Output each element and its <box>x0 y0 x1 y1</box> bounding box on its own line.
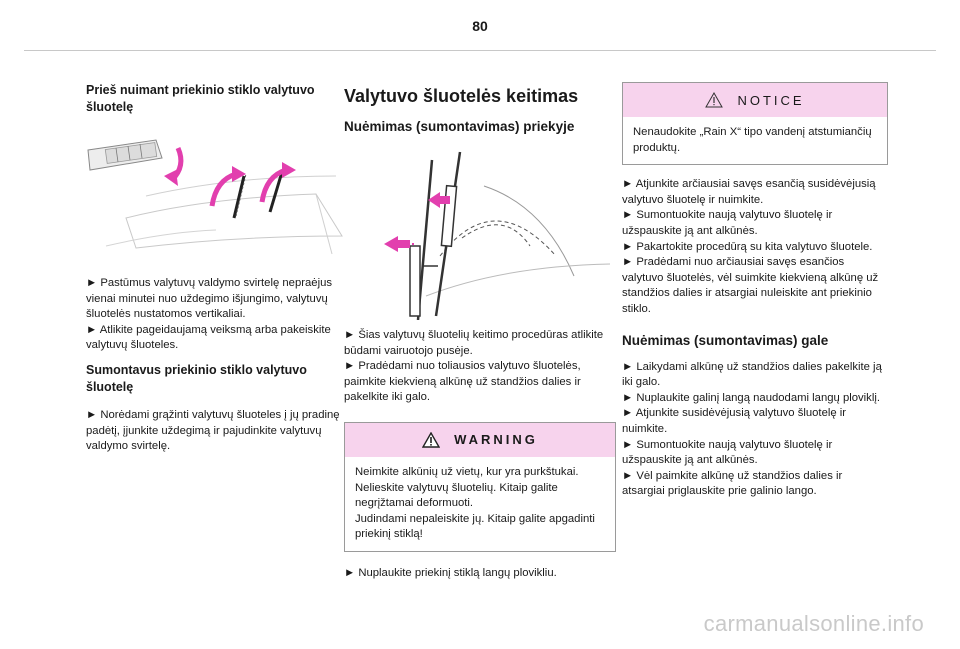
notice-body <box>623 117 887 164</box>
paragraph-wash-windscreen: ► Nuplaukite priekinį stiklą langų plovikliu. <box>344 566 557 579</box>
page-title: Valytuvo šluotelės keitimas <box>344 86 579 106</box>
list-item: ► Atjunkite susidėvėjusią valytuvo šluotelę ir nuimkite. <box>622 407 847 435</box>
column-left <box>86 82 344 455</box>
notice-text: Nenaudokite „Rain X“ tipo vandenį atstumiančių produktų. <box>633 126 872 154</box>
warning-box <box>344 422 616 552</box>
section-heading-before-removal: Prieš nuimant priekinio stiklo valytuvo šluotelę <box>86 83 315 114</box>
warning-body <box>345 457 615 551</box>
warning-line-1: Neimkite alkūnių už vietų, kur yra purkštukai. <box>355 465 579 478</box>
list-item: ► Sumontuokite naują valytuvo šluotelę ir užspauskite ją ant alkūnės. <box>622 209 833 237</box>
warning-header <box>345 423 615 457</box>
warning-triangle-icon <box>422 432 440 448</box>
list-item: ► Sumontuokite naują valytuvo šluotelę ir užspauskite ją ant alkūnės. <box>622 438 833 467</box>
paragraph-return-wipers: ► Norėdami grąžinti valytuvų šluoteles į jų pradinę padėtį, įjunkite uždegimą ir pajudinkite valytuvų valdymo svirtelę. <box>86 408 340 453</box>
column-right <box>622 82 888 500</box>
warning-triangle-icon <box>705 92 723 108</box>
list-item: ► Laikydami alkūnę už standžios dalies pakelkite ją iki galo. <box>622 360 882 389</box>
notice-header <box>623 83 887 117</box>
paragraph-perform-action: ► Atlikite pageidaujamą veiksmą arba pakeiskite valytuvų šluoteles. <box>86 323 331 352</box>
warning-line-2: Nelieskite valytuvų šluotelių. Kitaip galite negrįžtamai deformuoti. <box>355 481 558 510</box>
subsection-front-removal: Nuėmimas (sumontavimas) priekyje <box>344 119 575 134</box>
front-steps-list <box>622 177 888 317</box>
warning-line-3: Judindami nepaleiskite jų. Kitaip galite apgadinti priekinį stiklą! <box>355 512 595 541</box>
subsection-rear-removal: Nuėmimas (sumontavimas) gale <box>622 332 829 348</box>
list-item: ► Pradėdami nuo arčiausiai savęs esančios valytuvo šluotelės, vėl suimkite kiekvieną alkūnę už standžios dalies ir atsargiai nuleiskite ant priekinio stiklo. <box>622 256 879 315</box>
list-item: ► Atjunkite arčiausiai savęs esančią susidėvėjusią valytuvo šluotelę ir nuimkite. <box>622 178 876 206</box>
warning-title: WARNING <box>454 432 538 448</box>
section-heading-after-install: Sumontavus priekinio stiklo valytuvo šluotelę <box>86 362 307 394</box>
header-rule <box>24 50 936 51</box>
notice-box <box>622 82 888 165</box>
rear-steps-list <box>622 360 888 500</box>
notice-title: NOTICE <box>737 92 805 108</box>
watermark-text: carmanualsonline.info <box>703 611 924 636</box>
list-item: ► Vėl paimkite alkūnę už standžios dalies ir atsargiai priglauskite prie galinio lango. <box>622 469 843 498</box>
paragraph-driver-side: ► Šias valytuvų šluotelių keitimo procedūras atlikite būdami vairuotojo pusėje. <box>344 329 604 357</box>
windscreen-wipers-illustration <box>344 146 616 320</box>
paragraph-push-lever: ► Pastūmus valytuvų valdymo svirtelę nepraėjus vienai minutei nuo uždegimo išjungimo, valytuvų šluotelės nustatomos vertikaliai. <box>86 277 333 321</box>
page-number: 80 <box>472 18 488 34</box>
column-middle <box>344 82 616 582</box>
paragraph-lift-arms: ► Pradėdami nuo toliausios valytuvo šluotelės, paimkite kiekvieną alkūnę už standžios dalies ir pakelkite iki galo. <box>344 360 581 404</box>
list-item: ► Nuplaukite galinį langą naudodami langų ploviklį. <box>622 391 880 404</box>
wiper-lever-illustration <box>86 136 344 256</box>
list-item: ► Pakartokite procedūrą su kita valytuvo šluotele. <box>622 240 873 253</box>
